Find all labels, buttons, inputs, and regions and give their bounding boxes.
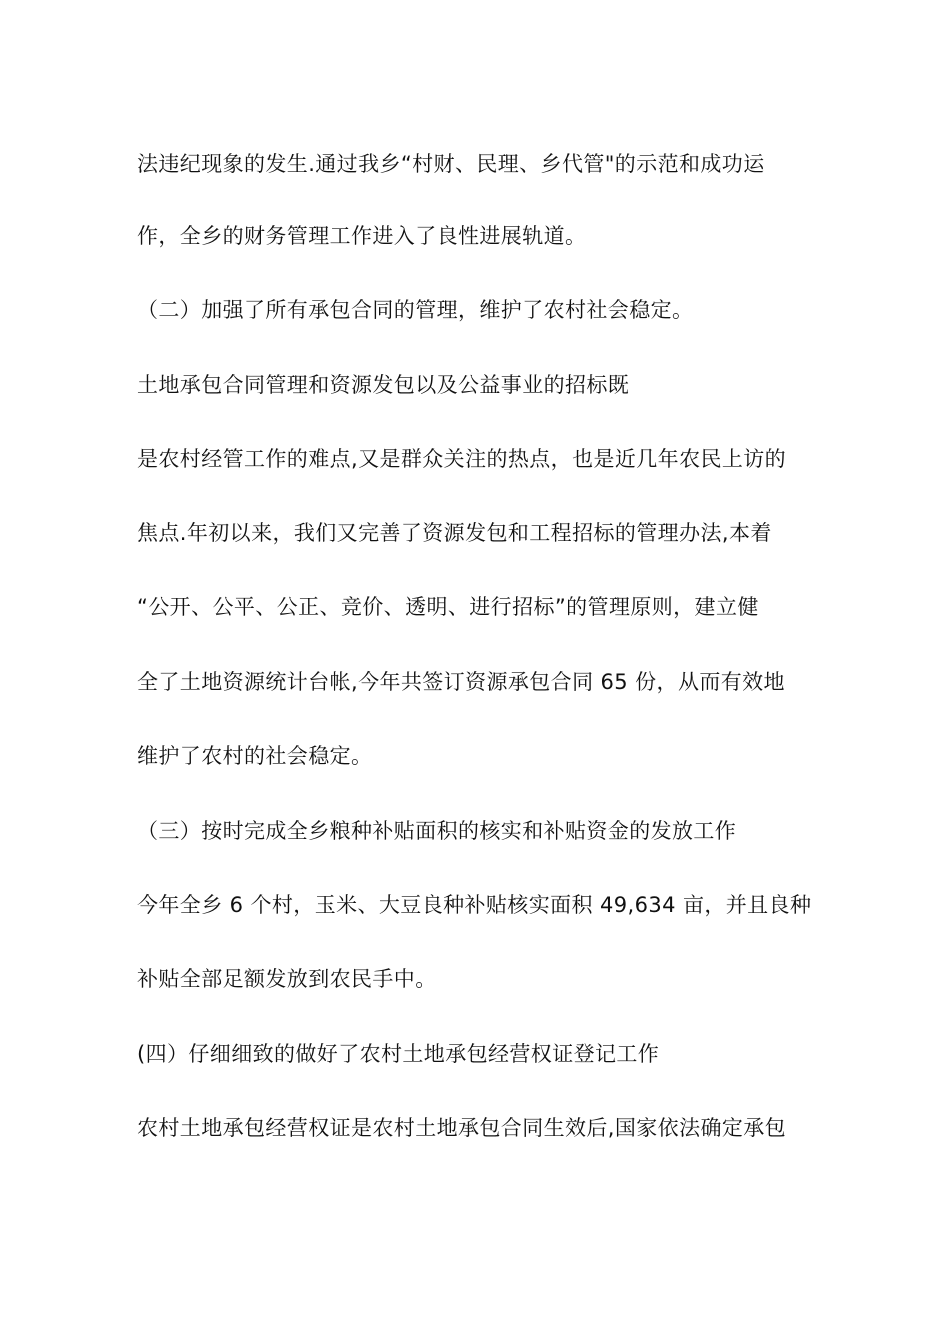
section-heading-4: (四）仔细细致的做好了农村土地承包经营权证登记工作 [137,1042,660,1066]
text-line: 是农村经管工作的难点,又是群众关注的热点，也是近几年农民上访的 [137,447,787,471]
text-line: 补贴全部足额发放到农民手中。 [137,967,437,991]
text-line: “公开、公平、公正、竞价、透明、进行招标”的管理原则，建立健 [137,595,759,619]
text-line: 全了土地资源统计台帐,今年共签订资源承包合同 65 份，从而有效地 [137,670,785,694]
text-line: 维护了农村的社会稳定。 [137,744,373,768]
text-line: 焦点.年初以来，我们又完善了资源发包和工程招标的管理办法,本着 [137,521,772,545]
section-heading-2: （二）加强了所有承包合同的管理，维护了农村社会稳定。 [137,298,694,322]
section-heading-3: （三）按时完成全乡粮种补贴面积的核实和补贴资金的发放工作 [137,819,737,843]
text-line: 法违纪现象的发生.通过我乡“村财、民理、乡代管"的示范和成功运 [137,152,765,176]
text-line: 作，全乡的财务管理工作进入了良性进展轨道。 [137,224,587,248]
text-line: 今年全乡 6 个村，玉米、大豆良种补贴核实面积 49,634 亩，并且良种 [137,893,812,917]
text-line: 农村土地承包经营权证是农村土地承包合同生效后,国家依法确定承包 [137,1116,787,1140]
text-line: 土地承包合同管理和资源发包以及公益事业的招标既 [137,373,630,397]
